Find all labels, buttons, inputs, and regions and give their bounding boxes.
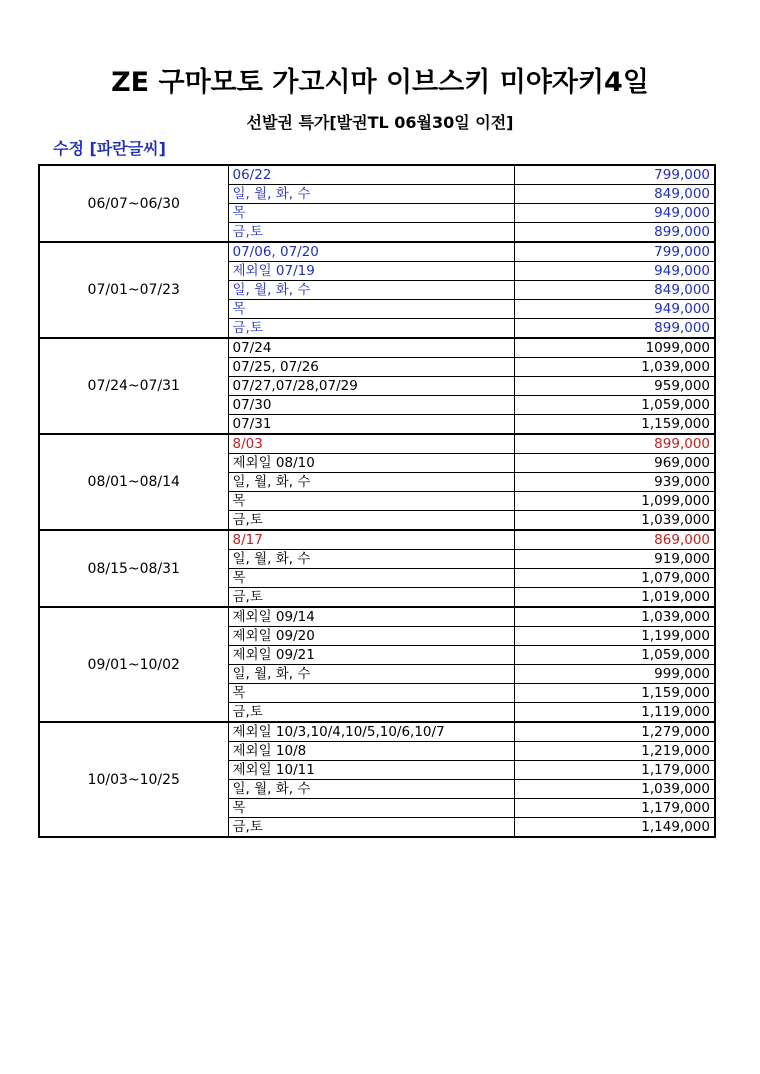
- date-label-cell: 07/27,07/28,07/29: [228, 377, 514, 396]
- period-cell: 09/01~10/02: [39, 607, 228, 722]
- table-row: [39, 242, 715, 262]
- price-cell: 849,000: [514, 185, 715, 204]
- date-label-cell: 07/31: [228, 415, 514, 435]
- date-label-cell: 목: [228, 569, 514, 588]
- price-cell: 1099,000: [514, 338, 715, 358]
- date-label-cell: 06/22: [228, 165, 514, 185]
- period-group: [39, 242, 715, 338]
- date-label-cell: 일, 월, 화, 수: [228, 281, 514, 300]
- table-row: [39, 530, 715, 550]
- date-label-cell: 제외일 09/21: [228, 646, 514, 665]
- price-cell: 959,000: [514, 377, 715, 396]
- price-table: [38, 164, 716, 838]
- price-cell: 899,000: [514, 434, 715, 454]
- period-group: [39, 338, 715, 434]
- date-label-cell: 제외일 10/11: [228, 761, 514, 780]
- date-label-cell: 목: [228, 300, 514, 319]
- date-label-cell: 목: [228, 492, 514, 511]
- price-cell: 1,219,000: [514, 742, 715, 761]
- period-cell: 10/03~10/25: [39, 722, 228, 837]
- price-cell: 799,000: [514, 165, 715, 185]
- price-cell: 949,000: [514, 204, 715, 223]
- price-cell: 1,199,000: [514, 627, 715, 646]
- price-cell: 999,000: [514, 665, 715, 684]
- date-label-cell: 목: [228, 799, 514, 818]
- date-label-cell: 제외일 10/3,10/4,10/5,10/6,10/7: [228, 722, 514, 742]
- price-cell: 1,159,000: [514, 415, 715, 435]
- price-cell: 1,159,000: [514, 684, 715, 703]
- price-cell: 949,000: [514, 300, 715, 319]
- price-cell: 1,039,000: [514, 358, 715, 377]
- price-cell: 1,039,000: [514, 780, 715, 799]
- price-cell: 799,000: [514, 242, 715, 262]
- price-cell: 1,059,000: [514, 646, 715, 665]
- price-cell: 1,019,000: [514, 588, 715, 608]
- price-cell: 899,000: [514, 223, 715, 243]
- date-label-cell: 금,토: [228, 511, 514, 531]
- period-group: [39, 434, 715, 530]
- date-label-cell: 07/30: [228, 396, 514, 415]
- date-label-cell: 금,토: [228, 703, 514, 723]
- price-cell: 1,039,000: [514, 607, 715, 627]
- price-cell: 1,279,000: [514, 722, 715, 742]
- date-label-cell: 목: [228, 204, 514, 223]
- period-group: [39, 530, 715, 607]
- date-label-cell: 제외일 09/14: [228, 607, 514, 627]
- date-label-cell: 목: [228, 684, 514, 703]
- date-label-cell: 제외일 08/10: [228, 454, 514, 473]
- price-cell: 939,000: [514, 473, 715, 492]
- table-row: [39, 722, 715, 742]
- date-label-cell: 금,토: [228, 818, 514, 838]
- table-row: [39, 338, 715, 358]
- document-subtitle: 선발권 특가[발권TL 06월30일 이전]: [246, 113, 514, 132]
- price-cell: 919,000: [514, 550, 715, 569]
- period-cell: 07/01~07/23: [39, 242, 228, 338]
- price-cell: 849,000: [514, 281, 715, 300]
- price-cell: 1,119,000: [514, 703, 715, 723]
- date-label-cell: 제외일 09/20: [228, 627, 514, 646]
- period-cell: 06/07~06/30: [39, 165, 228, 242]
- revision-note: 수정 [파란글씨]: [53, 139, 166, 158]
- date-label-cell: 07/24: [228, 338, 514, 358]
- price-cell: 949,000: [514, 262, 715, 281]
- price-cell: 899,000: [514, 319, 715, 339]
- price-cell: 869,000: [514, 530, 715, 550]
- table-row: [39, 434, 715, 454]
- period-cell: 08/01~08/14: [39, 434, 228, 530]
- price-cell: 1,059,000: [514, 396, 715, 415]
- period-cell: 07/24~07/31: [39, 338, 228, 434]
- date-label-cell: 07/25, 07/26: [228, 358, 514, 377]
- date-label-cell: 일, 월, 화, 수: [228, 473, 514, 492]
- price-cell: 1,179,000: [514, 761, 715, 780]
- period-group: [39, 165, 715, 242]
- table-row: [39, 607, 715, 627]
- price-cell: 1,039,000: [514, 511, 715, 531]
- date-label-cell: 일, 월, 화, 수: [228, 185, 514, 204]
- price-cell: 1,099,000: [514, 492, 715, 511]
- date-label-cell: 제외일 07/19: [228, 262, 514, 281]
- date-label-cell: 제외일 10/8: [228, 742, 514, 761]
- table-row: [39, 165, 715, 185]
- price-cell: 969,000: [514, 454, 715, 473]
- date-label-cell: 8/17: [228, 530, 514, 550]
- document-title: ZE 구마모토 가고시마 이브스키 미야자키4일: [111, 67, 649, 98]
- period-group: [39, 722, 715, 837]
- date-label-cell: 07/06, 07/20: [228, 242, 514, 262]
- date-label-cell: 금,토: [228, 223, 514, 243]
- date-label-cell: 금,토: [228, 588, 514, 608]
- date-label-cell: 일, 월, 화, 수: [228, 550, 514, 569]
- date-label-cell: 8/03: [228, 434, 514, 454]
- period-cell: 08/15~08/31: [39, 530, 228, 607]
- price-cell: 1,079,000: [514, 569, 715, 588]
- price-cell: 1,149,000: [514, 818, 715, 838]
- date-label-cell: 일, 월, 화, 수: [228, 780, 514, 799]
- price-cell: 1,179,000: [514, 799, 715, 818]
- date-label-cell: 금,토: [228, 319, 514, 339]
- date-label-cell: 일, 월, 화, 수: [228, 665, 514, 684]
- period-group: [39, 607, 715, 722]
